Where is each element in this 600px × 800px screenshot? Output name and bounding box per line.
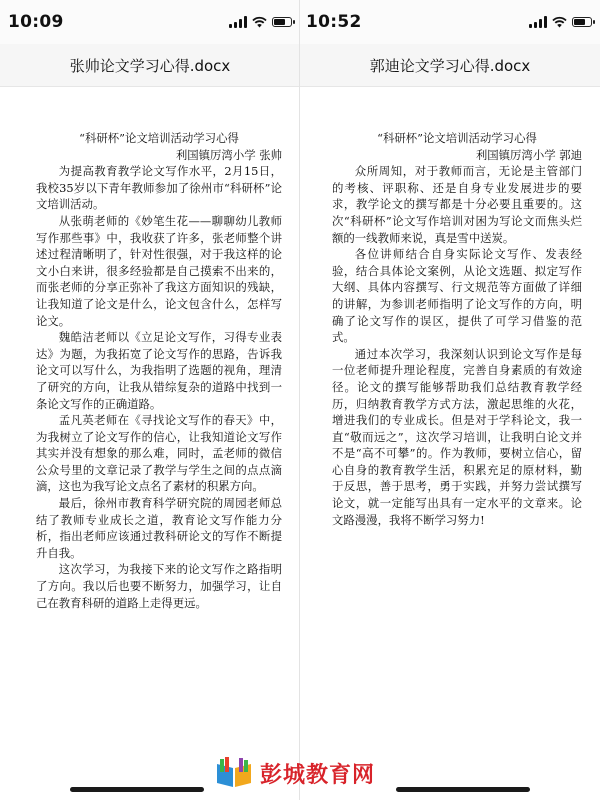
document-body: [36, 130, 282, 611]
document-page[interactable]: [0, 87, 300, 800]
document-title: 张帅论文学习心得.docx: [69, 56, 231, 75]
cellular-signal-icon: [229, 16, 247, 28]
paragraph: 为提高教育教学论文写作水平，2月15日，我校35岁以下青年教师参加了徐州市“科研杯”论文培训活动。: [36, 164, 282, 212]
site-watermark: [214, 756, 375, 790]
status-clock: 10:52: [306, 12, 362, 32]
paragraph: 各位讲师结合自身实际论文写作、发表经验，结合具体论文案例，从论文选题、拟定写作大纲、具体内容撰写、行文规范等方面做了详细的讲解，为参训老师指明了论文写作的方向，明确了论文写作的误区，提供了可学习借鉴的范式。: [332, 247, 582, 345]
battery-icon: [272, 17, 292, 27]
document-title-bar: [300, 44, 600, 87]
paragraph: 最后，徐州市教育科学研究院的周园老师总结了教师专业成长之道，教育论文写作能力分析，指出老师应该通过教科研论文的写作不断提升自我。: [36, 496, 282, 560]
status-icons: [229, 15, 292, 29]
status-clock: 10:09: [8, 12, 64, 32]
status-bar: [300, 0, 600, 44]
paragraph: 通过本次学习，我深刻认识到论文写作是每一位老师提升理论程度，完善自身素质的有效途径。论文的撰写能够帮助我们总结教育教学经历，归纳教育教学方式方法，激起思维的火花，增进我们的专业成长。但是对于学科论文，我一直“敬而远之”，这次学习培训，让我明白论文并不是“高不可攀”的。作为教师，要树立信心，留心自身的教育教学生活，积累充足的原材料，勤于反思，善于思考，勇于实践，并努力尝试撰写论文，就一定能写出具有一定水平的文章来。论文路漫漫，我将不断学习努力!: [332, 346, 582, 527]
battery-icon: [572, 17, 592, 27]
home-indicator[interactable]: [70, 787, 204, 792]
paragraph: 众所周知，对于教师而言，无论是主管部门的考核、评职称、还是自身专业发展进步的要求，教学论文的撰写都是十分必要且重要的。这次“科研杯”论文写作培训对困为写论文而焦头烂额的一线教师来说，真是雪中送炭。: [332, 164, 582, 245]
document-heading: “科研杯”论文培训活动学习心得: [377, 131, 537, 145]
cellular-signal-icon: [529, 16, 547, 28]
watermark-text: 彭城教育网: [260, 762, 376, 788]
paragraph: 孟凡英老师在《寻找论文写作的春天》中，为我树立了论文写作的信心，让我知道论文写作其实并没有想象的那么难，同时，孟老师的微信公众号里的文章记录了教学与学生之间的点点滴滴，这也为我写论文点名了素材的积累方向。: [36, 413, 282, 494]
document-author: 利国镇厉湾小学 张帅: [175, 147, 282, 162]
document-body: [332, 130, 582, 528]
document-title-bar: [0, 44, 300, 87]
document-heading: “科研杯”论文培训活动学习心得: [79, 131, 239, 145]
open-book-logo-icon: [214, 757, 254, 789]
document-title: 郭迪论文学习心得.docx: [369, 56, 531, 75]
wifi-icon: [552, 16, 567, 28]
document-page[interactable]: [300, 87, 600, 800]
status-icons: [529, 15, 592, 29]
right-phone-screen: [300, 0, 600, 800]
document-author: 利国镇厉湾小学 郭迪: [475, 147, 582, 162]
paragraph: 魏皓洁老师以《立足论文写作，习得专业表达》为题，为我拓宽了论文写作的思路，告诉我论文可以写什么，为我指明了选题的视角，理清了研究的方向，让我从错综复杂的道路中找到一条论文写作的正确道路。: [36, 330, 282, 411]
paragraph: 这次学习，为我接下来的论文写作之路指明了方向。我以后也要不断努力，加强学习，让自己在教育科研的道路上走得更远。: [36, 562, 282, 610]
wifi-icon: [252, 16, 267, 28]
status-bar: [0, 0, 300, 44]
home-indicator[interactable]: [396, 787, 530, 792]
paragraph: 从张萌老师的《妙笔生花——聊聊幼儿教师写作那些事》中，我收获了许多，张老师整个讲述过程清晰明了，针对性很强，对于我这样的论文小白来讲，很多经验都是自己摸索不出来的，而张老师的分享正弥补了我这方面知识的残缺，让我知道了论文是什么，论文包含什么，怎样写论文。: [36, 213, 282, 328]
